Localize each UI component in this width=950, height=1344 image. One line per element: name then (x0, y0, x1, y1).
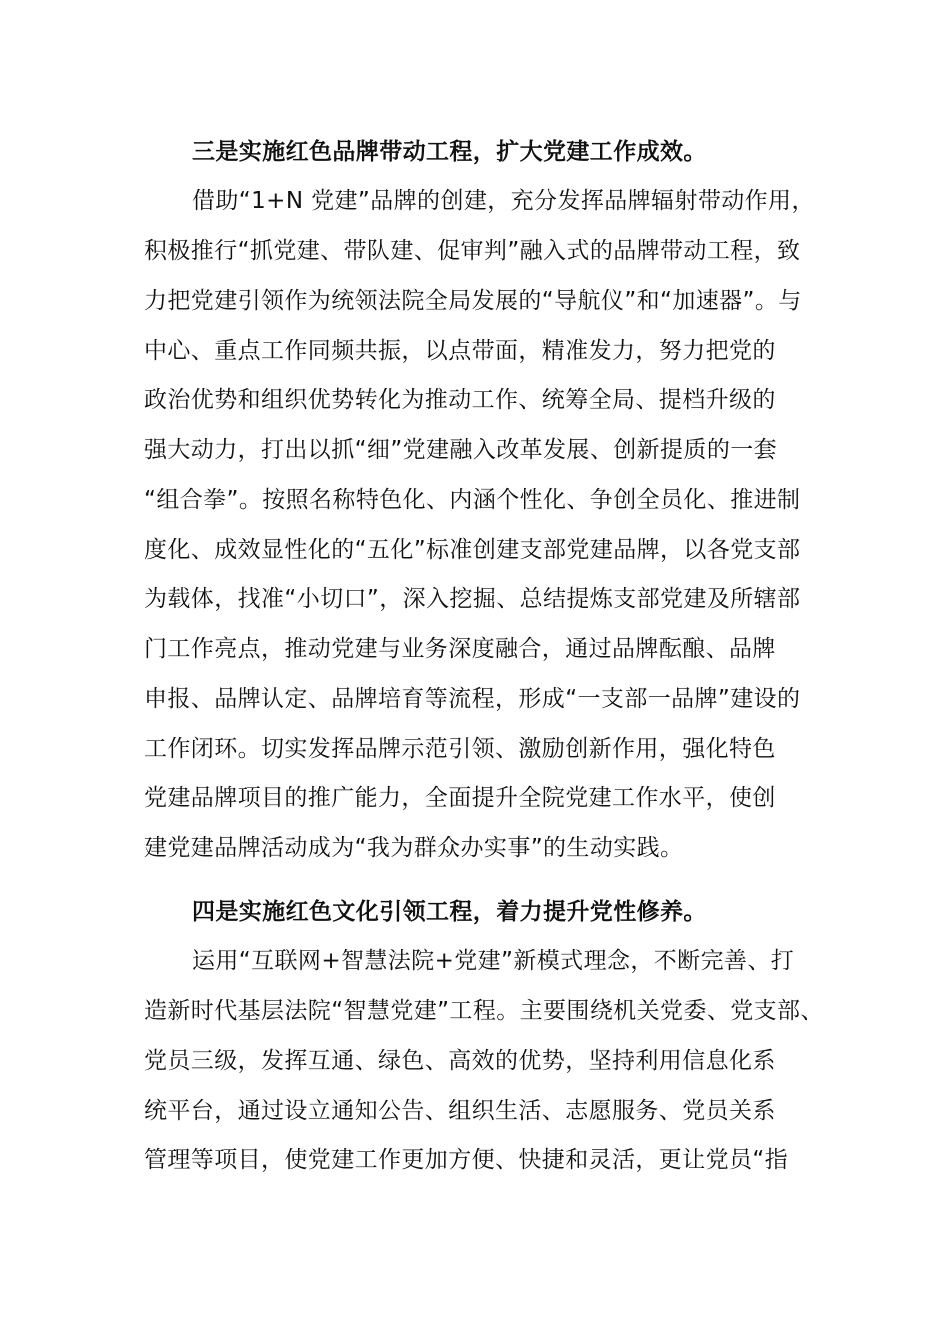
section-4-line-5: 管理等项目，使党建工作更加方便、快捷和灵活，更让党员“指 (144, 1147, 789, 1173)
section-3-line-14: 建党建品牌活动成为“我为群众办实事”的生动实践。 (144, 835, 684, 861)
section-3-line-7: “组合拳”。按照名称特色化、内涵个性化、争创全员化、推进制 (144, 487, 801, 513)
section-3-line-13: 党建品牌项目的推广能力，全面提升全院党建工作水平，使创 (144, 785, 776, 811)
section-3-heading: 三是实施红色品牌带动工程，扩大党建工作成效。 (192, 139, 707, 165)
section-3-line-2: 积极推行“抓党建、带队建、促审判”融入式的品牌带动工程，致 (144, 238, 801, 264)
section-4-line-2: 造新时代基层法院“智慧党建”工程。主要围绕机关党委、党支部、 (144, 998, 824, 1024)
section-3-line-5: 政治优势和组织优势转化为推动工作、统筹全局、提档升级的 (144, 387, 776, 413)
section-3-line-1: 借助“1+N 党建”品牌的创建，充分发挥品牌辐射带动作用， (192, 188, 815, 214)
section-4-line-3: 党员三级，发挥互通、绿色、高效的优势，坚持利用信息化系 (144, 1048, 776, 1074)
section-4-line-1: 运用“互联网+智慧法院+党建”新模式理念，不断完善、打 (192, 948, 795, 974)
section-3-line-4: 中心、重点工作同频共振，以点带面，精准发力，努力把党的 (144, 338, 776, 364)
section-4-heading: 四是实施红色文化引领工程，着力提升党性修养。 (192, 899, 707, 925)
section-4-line-4: 统平台，通过设立通知公告、组织生活、志愿服务、党员关系 (144, 1098, 776, 1124)
section-3-line-3: 力把党建引领作为统领法院全局发展的“导航仪”和“加速器”。与 (144, 288, 802, 314)
section-3-line-11: 申报、品牌认定、品牌培育等流程，形成“一支部一品牌”建设的 (144, 686, 801, 712)
section-3-line-10: 门工作亮点，推动党建与业务深度融合，通过品牌酝酿、品牌 (144, 636, 776, 662)
section-3-line-8: 度化、成效显性化的“五化”标准创建支部党建品牌，以各党支部 (144, 537, 801, 563)
section-3-line-6: 强大动力，打出以抓“细”党建融入改革发展、创新提质的一套 (144, 437, 778, 463)
section-3-line-12: 工作闭环。切实发挥品牌示范引领、激励创新作用，强化特色 (144, 736, 776, 762)
section-3-line-9: 为载体，找准“小切口”，深入挖掘、总结提炼支部党建及所辖部 (144, 586, 801, 612)
